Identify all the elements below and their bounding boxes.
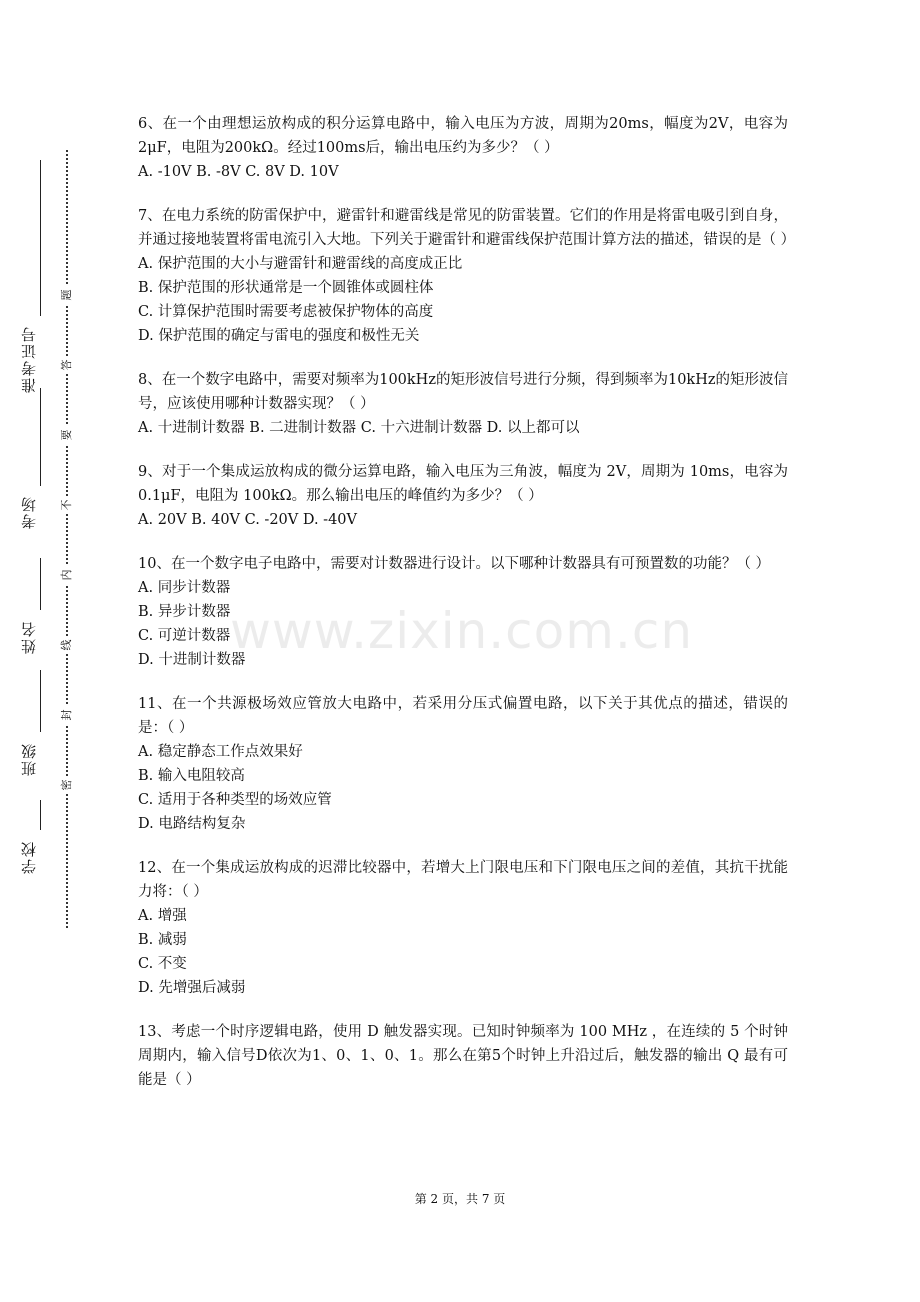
seal-char: 封 [60,706,74,724]
class-label: 班级 [20,742,38,776]
watermark: www.zixin.com.cn [230,602,694,660]
school-label: 学校 [20,840,38,874]
school-field [10,840,48,874]
seal-char: 线 [60,636,74,654]
option-c: C. 不变 [138,956,187,972]
option-c: C. 适用于各种类型的场效应管 [138,792,332,808]
seal-char: 不 [60,496,74,514]
question-13 [138,1020,788,1092]
options-inline: A. 20V B. 40V C. -20V D. -40V [138,512,358,528]
question-text: 6、在一个由理想运放构成的积分运算电路中，输入电压为方波，周期为20ms，幅度为2V，电容为2μF，电阻为200kΩ。经过100ms后，输出电压约为多少？（ ） [138,116,788,156]
exam-room-label: 考场 [20,495,38,529]
page-number: 第 2 页，共 7 页 [414,1192,506,1206]
option-d: D. 十进制计数器 [138,652,246,668]
option-a: A. 保护范围的大小与避雷针和避雷线的高度成正比 [138,256,463,272]
question-text: 11、在一个共源极场效应管放大电路中，若采用分压式偏置电路，以下关于其优点的描述，错误的是：（ ） [138,696,788,736]
question-11 [138,692,788,836]
exam-room-line [40,388,41,486]
question-12 [138,856,788,1000]
option-c: C. 可逆计数器 [138,628,231,644]
exam-room-field [10,495,48,529]
question-10 [138,552,788,672]
options-inline: A. -10V B. -8V C. 8V D. 10V [138,164,339,180]
admission-number-line [40,160,41,316]
option-b: B. 异步计数器 [138,604,231,620]
seal-char: 要 [60,426,74,444]
option-b: B. 输入电阻较高 [138,768,245,784]
option-d: D. 保护范围的确定与雷电的强度和极性无关 [138,328,420,344]
question-text: 10、在一个数字电子电路中，需要对计数器进行设计。以下哪种计数器具有可预置数的功能？（ ） [138,556,771,572]
class-line [40,670,41,732]
option-c: C. 计算保护范围时需要考虑被保护物体的高度 [138,304,434,320]
question-6 [138,112,788,184]
question-list [138,112,796,1112]
question-8 [138,368,788,440]
school-line [40,800,41,830]
option-b: B. 减弱 [138,932,187,948]
option-d: D. 电路结构复杂 [138,816,246,832]
class-field [10,742,48,776]
option-a: A. 稳定静态工作点效果好 [138,744,303,760]
name-line [40,558,41,610]
question-text: 12、在一个集成运放构成的迟滞比较器中，若增大上门限电压和下门限电压之间的差值，其抗干扰能力将：（ ） [138,860,788,900]
question-text: 13、考虑一个时序逻辑电路，使用 D 触发器实现。已知时钟频率为 100 MHz ，在连续的 5 个时钟周期内，输入信号D依次为1、0、1、0、1。那么在第5个时钟上升沿过后，触发器的输出 Q 最有可能是（ ） [138,1024,788,1088]
question-7 [138,204,796,348]
admission-number-label: 准考证号 [20,325,38,393]
seal-char: 密 [60,776,74,794]
name-field [10,620,48,654]
options-inline: A. 十进制计数器 B. 二进制计数器 C. 十六进制计数器 D. 以上都可以 [138,420,580,436]
option-a: A. 同步计数器 [138,580,231,596]
option-d: D. 先增强后减弱 [138,980,246,996]
seal-characters [58,150,76,928]
binding-margin [10,150,48,950]
option-b: B. 保护范围的形状通常是一个圆锥体或圆柱体 [138,280,434,296]
question-text: 8、在一个数字电路中，需要对频率为100kHz的矩形波信号进行分频，得到频率为10kHz的矩形波信号，应该使用哪种计数器实现？（ ） [138,372,788,412]
seal-char: 答 [60,356,74,374]
question-9 [138,460,788,532]
seal-char: 题 [60,286,74,304]
seal-char: 内 [60,566,74,584]
admission-number-field [10,325,48,393]
name-label: 姓名 [20,620,38,654]
option-a: A. 增强 [138,908,187,924]
question-text: 7、在电力系统的防雷保护中，避雷针和避雷线是常见的防雷装置。它们的作用是将雷电吸引到自身，并通过接地装置将雷电流引入大地。下列关于避雷针和避雷线保护范围计算方法的描述，错误的是（ ） [138,208,796,248]
question-text: 9、对于一个集成运放构成的微分运算电路，输入电压为三角波，幅度为 2V，周期为 10ms，电容为 0.1μF，电阻为 100kΩ。那么输出电压的峰值约为多少？（ ） [138,464,788,504]
